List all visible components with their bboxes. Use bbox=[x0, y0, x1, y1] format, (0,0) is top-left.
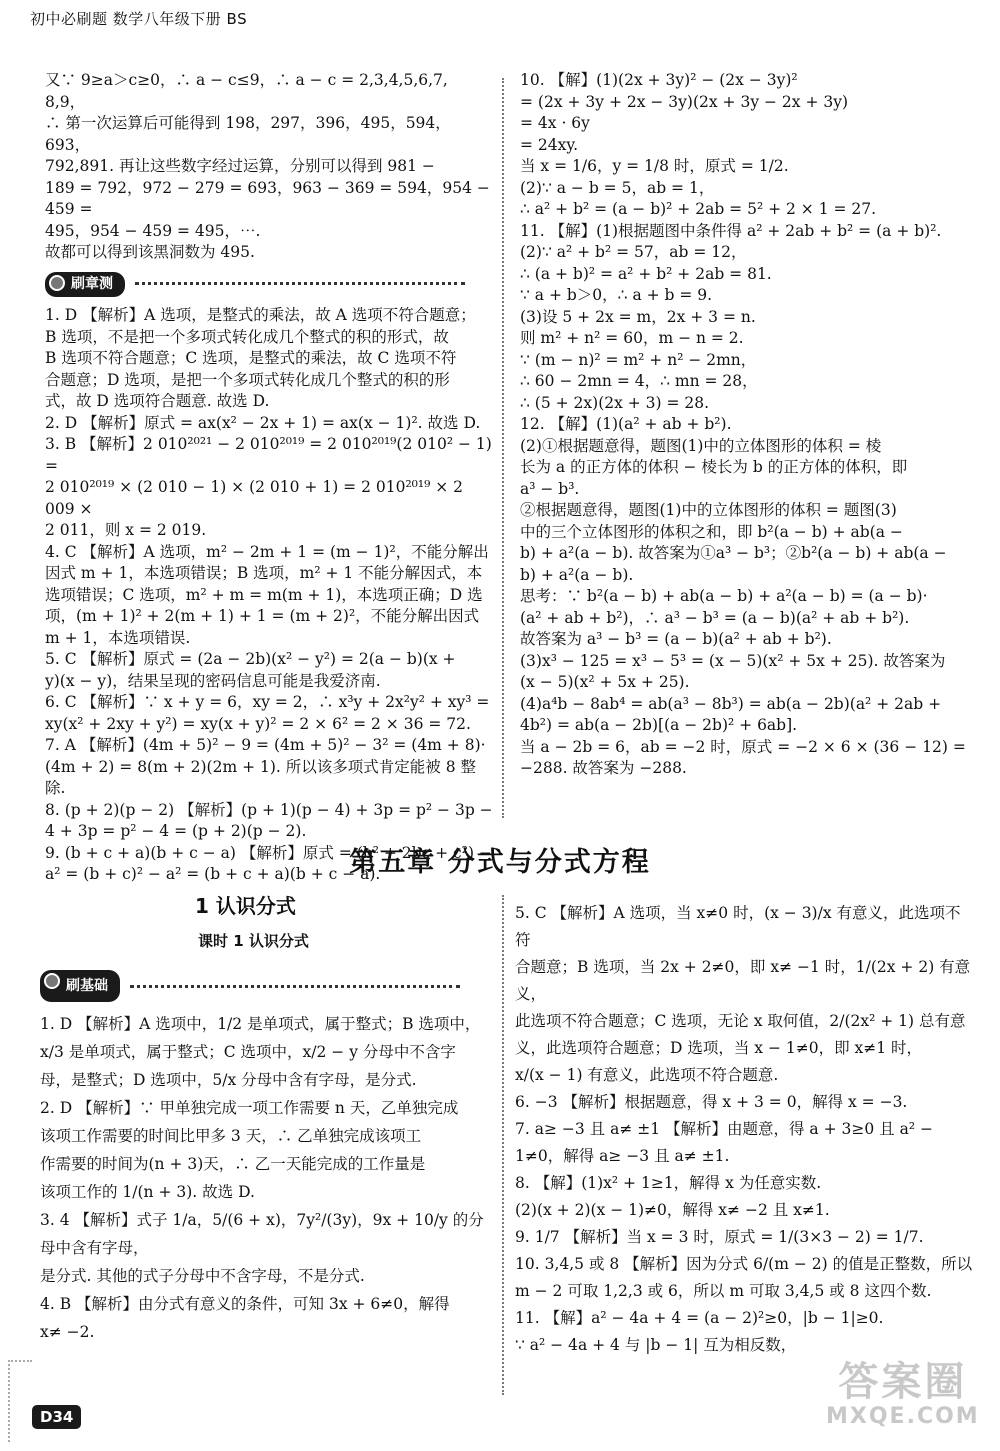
text-line: 189 = 792，972 − 279 = 693，963 − 369 = 594，954 − 459 = bbox=[45, 178, 490, 218]
right-column-lower bbox=[515, 900, 975, 1359]
answer-line: 7. a≥ −3 且 a≠ ±1 【解析】由题意，得 a + 3≥0 且 a² − bbox=[515, 1120, 933, 1138]
answer-line: = (2x + 3y + 2x − 3y)(2x + 3y − 2x + 3y) bbox=[520, 92, 849, 111]
section-header-basic bbox=[40, 970, 495, 1002]
answer-line: m + 1，本选项错误. bbox=[45, 628, 191, 647]
answer-line: 3. B 【解析】2 010²⁰²¹ − 2 010²⁰¹⁹ = 2 010²⁰¹⁹(2 010² − 1) = bbox=[45, 435, 492, 475]
answer-line: ∵ a² − 4a + 4 与 |b − 1| 互为相反数， bbox=[515, 1336, 797, 1354]
answer-line: 该项工作需要的时间比甲多 3 天，∴ 乙单独完成该项工 bbox=[40, 1127, 422, 1145]
watermark-logo-text: 答案圈 bbox=[838, 1359, 968, 1405]
answer-line: 母，是整式；D 选项中，5/x 分母中含有字母，是分式. bbox=[40, 1071, 417, 1089]
answer-line: 式，故 D 选项符合题意. 故选 D. bbox=[45, 392, 270, 410]
answer-line: 思考：∵ b²(a − b) + ab(a − b) + a²(a − b) = (a − b)· bbox=[520, 587, 928, 605]
answer-line: 8. 【解】(1)x² + 1≥1，解得 x 为任意实数. bbox=[515, 1174, 822, 1192]
answer-line: = 24xy. bbox=[520, 135, 579, 154]
text-line: ∴ 第一次运算后可能得到 198，297，396，495，594，693， bbox=[45, 114, 451, 154]
answer-line: 中的三个立体图形的体积之和，即 b²(a − b) + ab(a − bbox=[520, 522, 903, 541]
answer-line: −288. 故答案为 −288. bbox=[520, 759, 687, 777]
answer-line: 2. D 【解析】原式 = ax(x² − 2x + 1) = ax(x − 1)². 故选 D. bbox=[45, 413, 481, 432]
answer-line: 2 010²⁰¹⁹ × (2 010 − 1) × (2 010 + 1) = 2 010²⁰¹⁹ × 2 009 × bbox=[45, 478, 464, 518]
column-divider-lower bbox=[502, 895, 504, 1395]
section-badge: 刷基础 bbox=[40, 970, 120, 1002]
text-line: 495，954 − 459 = 495，⋯. bbox=[45, 221, 261, 240]
answer-line: 4 + 3p = p² − 4 = (p + 2)(p − 2). bbox=[45, 822, 307, 840]
answer-line: 当 a − 2b = 6，ab = −2 时，原式 = −2 × 6 × (36 − 12) = bbox=[520, 737, 966, 756]
text-line: 又∵ 9≥a＞c≥0，∴ a − c≤9，∴ a − c = 2,3,4,5,6,7, bbox=[45, 71, 448, 89]
answer-line: 10. 3,4,5 或 8 【解析】因为分式 6/(m − 2) 的值是正整数，所以 bbox=[515, 1255, 973, 1273]
chapter-title: 第五章 分式与分式方程 bbox=[349, 847, 651, 878]
answer-line: a² = (b + c)² − a² = (b + c + a)(b + c − a). bbox=[45, 865, 381, 883]
answer-line: 则 m² + n² = 60，m − n = 2. bbox=[520, 329, 744, 347]
answer-line: ∴ (5 + 2x)(2x + 3) = 28. bbox=[520, 393, 710, 412]
answer-line: 作需要的时间为(n + 3)天，∴ 乙一天能完成的工作量是 bbox=[40, 1155, 426, 1173]
answer-line: = 4x · 6y bbox=[520, 114, 590, 132]
answer-line: a³ − b³. bbox=[520, 479, 580, 498]
answer-line: xy(x² + 2xy + y²) = xy(x + y)² = 2 × 6² = 2 × 36 = 72. bbox=[45, 714, 471, 733]
answer-line: 5. C 【解析】原式 = (2a − 2b)(x² − y²) = 2(a − b)(x + bbox=[45, 650, 456, 668]
answer-line: b) + a²(a − b). 故答案为①a³ − b³；②b²(a − b) + ab(a − bbox=[520, 544, 947, 562]
answer-line: 12. 【解】(1)(a² + ab + b²). bbox=[520, 415, 732, 433]
answer-line: x≠ −2. bbox=[40, 1323, 95, 1341]
right-column-upper bbox=[520, 70, 975, 780]
answer-line: (x − 5)(x² + 5x + 25). bbox=[520, 673, 690, 691]
answer-line: ∴ (a + b)² = a² + b² + 2ab = 81. bbox=[520, 264, 772, 283]
answer-line: (a² + ab + b²)，∴ a³ − b³ = (a − b)(a² + ab + b²). bbox=[520, 608, 910, 627]
text-line: 8,9， bbox=[45, 92, 86, 111]
answer-line: ∵ (m − n)² = m² + n² − 2mn， bbox=[520, 350, 757, 369]
answer-line: x/3 是单项式，属于整式；C 选项中，x/2 − y 分母中不含字 bbox=[40, 1043, 456, 1061]
answer-line: y)(x − y)，结果呈现的密码信息可能是我爱济南. bbox=[45, 671, 381, 690]
dotted-rule bbox=[135, 282, 465, 285]
answer-line: 1. D 【解析】A 选项，是整式的乘法，故 A 选项不符合题意； bbox=[45, 306, 476, 324]
answer-line: (2)∵ a² + b² = 57，ab = 12， bbox=[520, 243, 747, 261]
answer-line: 是分式. 其他的式子分母中不含字母，不是分式. bbox=[40, 1267, 365, 1285]
answer-line: ②根据题意得，题图(1)中的立体图形的体积 = 题图(3) bbox=[520, 501, 897, 519]
answer-line: (2)(x + 2)(x − 1)≠0，解得 x≠ −2 且 x≠1. bbox=[515, 1201, 830, 1219]
answer-line: (4m + 2) = 8(m + 2)(2m + 1). 所以该多项式肯定能被 8 整除. bbox=[45, 757, 476, 797]
answer-line: B 选项不符合题意；C 选项，是整式的乘法，故 C 选项不符 bbox=[45, 349, 457, 367]
page-corner-mark bbox=[8, 1360, 32, 1442]
answer-line: ∴ 60 − 2mn = 4，∴ mn = 28， bbox=[520, 372, 758, 390]
answer-line: 10. 【解】(1)(2x + 3y)² − (2x − 3y)² bbox=[520, 71, 798, 89]
answer-line: B 选项，不是把一个多项式转化成几个整式的积的形式，故 bbox=[45, 327, 449, 346]
answer-line: 6. C 【解析】∵ x + y = 6，xy = 2，∴ x³y + 2x²y² + xy³ = bbox=[45, 693, 490, 711]
answer-line: ∵ a + b＞0，∴ a + b = 9. bbox=[520, 286, 713, 304]
running-header: 初中必刷题 数学八年级下册 BS bbox=[30, 10, 248, 28]
answer-line: 此选项不符合题意；C 选项，无论 x 取何值，2/(2x² + 1) 总有意 bbox=[515, 1012, 966, 1030]
answer-line: 4. B 【解析】由分式有意义的条件，可知 3x + 6≠0，解得 bbox=[40, 1295, 450, 1313]
section-header-chapter-test bbox=[45, 272, 495, 298]
dotted-rule bbox=[130, 985, 460, 988]
answer-line: 4b²) = ab(a − 2b)[(a − 2b)² + 6ab]. bbox=[520, 716, 798, 734]
answer-line: 长为 a 的正方体的体积 − 棱长为 b 的正方体的体积，即 bbox=[520, 458, 908, 476]
answer-line: (4)a⁴b − 8ab⁴ = ab(a³ − 8b³) = ab(a − 2b)(a² + 2ab + bbox=[520, 694, 942, 713]
answer-line: (3)设 5 + 2x = m，2x + 3 = n. bbox=[520, 307, 756, 326]
answer-line: 6. −3 【解析】根据题意，得 x + 3 = 0，解得 x = −3. bbox=[515, 1093, 908, 1111]
answer-line: 3. 4 【解析】式子 1/a，5/(6 + x)，7y²/(3y)，9x + 10/y 的分母中含有字母， bbox=[40, 1211, 484, 1257]
answer-line: ∴ a² + b² = (a − b)² + 2ab = 5² + 2 × 1 = 27. bbox=[520, 200, 877, 218]
answer-line: (3)x³ − 125 = x³ − 5³ = (x − 5)(x² + 5x + 25). 故答案为 bbox=[520, 651, 946, 670]
answer-line: (2)①根据题意得，题图(1)中的立体图形的体积 = 棱 bbox=[520, 436, 882, 455]
answer-line: 当 x = 1/6，y = 1/8 时，原式 = 1/2. bbox=[520, 157, 789, 175]
answer-line: 7. A 【解析】(4m + 5)² − 9 = (4m + 5)² − 3² = (4m + 8)· bbox=[45, 736, 486, 754]
answer-line: 选项错误；C 选项，m² + m = m(m + 1)，本选项正确；D 选 bbox=[45, 585, 483, 604]
left-answers bbox=[45, 305, 495, 886]
answer-line: 11. 【解】a² − 4a + 4 = (a − 2)²≥0，|b − 1|≥0. bbox=[515, 1309, 884, 1327]
left-column-upper bbox=[45, 70, 495, 886]
answer-line: 该项工作的 1/(n + 3). 故选 D. bbox=[40, 1183, 255, 1201]
answer-line: 项，(m + 1)² + 2(m + 1) + 1 = (m + 2)²，不能分解出因式 bbox=[45, 607, 480, 625]
answer-line: 合题意；B 选项，当 2x + 2≠0，即 x≠ −1 时，1/(2x + 2) 有意义， bbox=[515, 958, 971, 1003]
watermark bbox=[826, 1360, 980, 1429]
lesson-title: 1 认识分式 bbox=[195, 894, 296, 918]
lesson-subtitle: 课时 1 认识分式 bbox=[198, 932, 309, 950]
answer-line: 9. (b + c + a)(b + c − a) 【解析】原式 = (b² + 2bc + c²) − bbox=[45, 843, 492, 862]
answer-line: b) + a²(a − b). bbox=[520, 565, 634, 584]
text-line: 792,891. 再让这些数字经过运算，分别可以得到 981 − bbox=[45, 157, 435, 175]
answer-line: (2)∵ a − b = 5，ab = 1， bbox=[520, 178, 715, 197]
column-divider bbox=[502, 78, 504, 818]
answer-line: 4. C 【解析】A 选项，m² − 2m + 1 = (m − 1)²，不能分解出 bbox=[45, 542, 489, 561]
page-number: D34 bbox=[32, 1405, 81, 1429]
answer-line: 2 011，则 x = 2 019. bbox=[45, 521, 207, 539]
answer-line: 5. C 【解析】A 选项，当 x≠0 时，(x − 3)/x 有意义，此选项不符 bbox=[515, 904, 961, 949]
watermark-url: MXQE.COM bbox=[826, 1404, 980, 1429]
answer-line: 1≠0，解得 a≥ −3 且 a≠ ±1. bbox=[515, 1147, 730, 1165]
section-badge: 刷章测 bbox=[45, 272, 125, 298]
left-column-lower bbox=[40, 962, 495, 1346]
answer-line: 义，此选项符合题意；D 选项，当 x − 1≠0，即 x≠1 时， bbox=[515, 1039, 923, 1057]
answer-line: 合题意；D 选项，是把一个多项式转化成几个整式的积的形 bbox=[45, 370, 450, 389]
answer-line: 1. D 【解析】A 选项中，1/2 是单项式，属于整式；B 选项中， bbox=[40, 1015, 481, 1033]
answer-line: 9. 1/7 【解析】当 x = 3 时，原式 = 1/(3×3 − 2) = 1/7. bbox=[515, 1228, 924, 1246]
answer-line: 因式 m + 1，本选项错误；B 选项，m² + 1 不能分解因式，本 bbox=[45, 564, 483, 582]
left-top-block bbox=[45, 70, 495, 264]
answer-line: 故答案为 a³ − b³ = (a − b)(a² + ab + b²). bbox=[520, 630, 832, 648]
answer-line: m − 2 可取 1,2,3 或 6，所以 m 可取 3,4,5 或 8 这四个数. bbox=[515, 1282, 932, 1300]
answer-line: 2. D 【解析】∵ 甲单独完成一项工作需要 n 天，乙单独完成 bbox=[40, 1099, 459, 1117]
answer-line: 8. (p + 2)(p − 2) 【解析】(p + 1)(p − 4) + 3p = p² − 3p − bbox=[45, 800, 493, 819]
answer-line: x/(x − 1) 有意义，此选项不符合题意. bbox=[515, 1066, 779, 1084]
text-line: 故都可以得到该黑洞数为 495. bbox=[45, 243, 255, 261]
answer-line: 11. 【解】(1)根据题图中条件得 a² + 2ab + b² = (a + b)². bbox=[520, 221, 942, 240]
